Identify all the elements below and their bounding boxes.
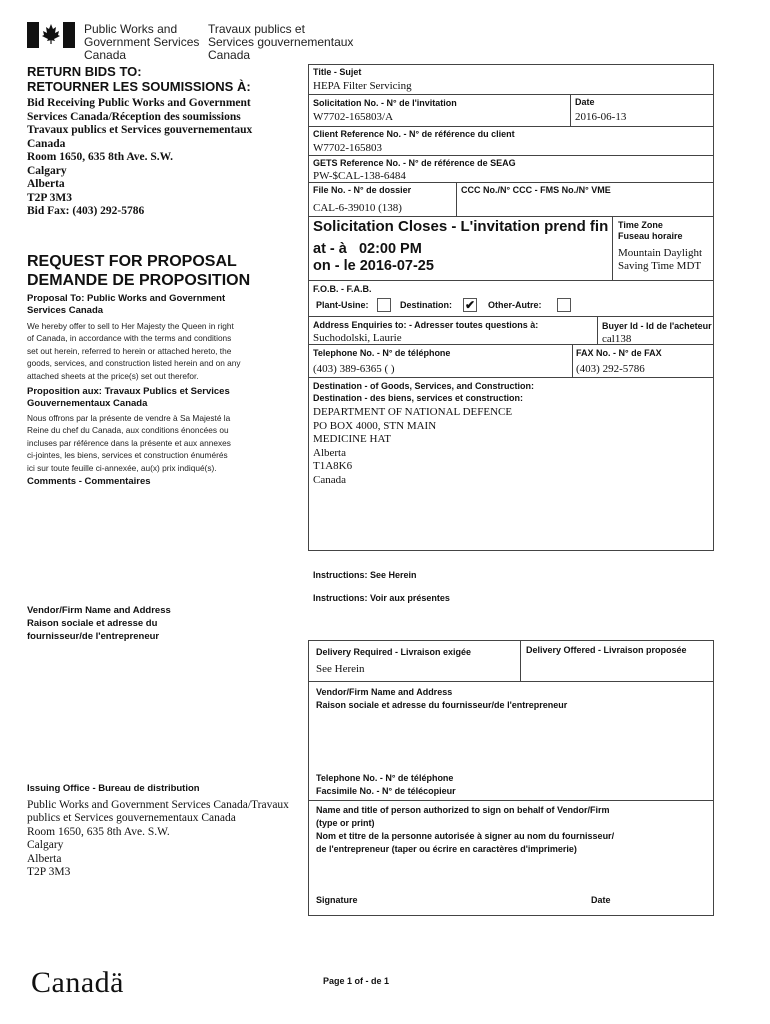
vendor-contact-labels: Telephone No. - N° de téléphone Facsimile No. - N° de télécopieur [316, 773, 456, 796]
closing-date: on - le 2016-07-25 [313, 258, 434, 274]
address-enquiries-label: Address Enquiries to: - Adresser toutes questions à: [313, 320, 539, 330]
destination-checkbox[interactable]: ✔ [464, 298, 476, 312]
proposition-heading: Proposition aux: Travaux Publics et Services Gouvernementaux Canada [27, 386, 230, 409]
file-no-value: CAL-6-39010 (138) [313, 202, 402, 214]
date-value: 2016-06-13 [575, 111, 627, 123]
address-enquiries-value: Suchodolski, Laurie [313, 332, 402, 344]
fob-label: F.O.B. - F.A.B. [313, 284, 372, 294]
department-name-en: Public Works and Government Services Canada [84, 22, 200, 62]
plant-checkbox[interactable] [377, 298, 391, 312]
divider [572, 344, 573, 377]
divider [308, 155, 714, 156]
divider [570, 94, 571, 126]
divider [612, 216, 613, 280]
proposal-to-heading: Proposal To: Public Works and Government Services Canada [27, 293, 226, 316]
gets-reference-value: PW-$CAL-138-6484 [313, 170, 406, 182]
divider [308, 377, 714, 378]
destination-goods-label: Destination - of Goods, Services, and Construction: Destination - des biens, services et construction: [313, 381, 535, 403]
divider [308, 182, 714, 183]
canada-wordmark: Canadä [31, 966, 124, 999]
vendor-name-address-label: Vendor/Firm Name and Address Raison sociale et adresse du fournisseur/de l'entrepreneur [27, 605, 171, 642]
comments-label: Comments - Commentaires [27, 476, 151, 487]
file-no-label: File No. - N° de dossier [313, 185, 412, 195]
client-reference-value: W7702-165803 [313, 142, 383, 154]
time-zone-value: Mountain Daylight Saving Time MDT [618, 247, 703, 272]
canada-flag-icon [27, 22, 75, 48]
divider [456, 182, 457, 216]
return-bids-address: Bid Receiving Public Works and Government Services Canada/Réception des soumissions Travaux publics et Services gouvernementaux Canada Room 1650, 635 8th Ave. S.W. Calgary Alberta T2P 3M3 Bid Fax: (403) 292-5786 [27, 97, 253, 217]
solicitation-closes-title: Solicitation Closes - L'invitation prend fin [313, 218, 609, 235]
fax-label: FAX No. - N° de FAX [576, 348, 662, 358]
divider [308, 94, 714, 95]
divider [308, 126, 714, 127]
destination-address: DEPARTMENT OF NATIONAL DEFENCE PO BOX 4000, STN MAIN MEDICINE HAT Alberta T1A8K6 Canada [313, 406, 513, 486]
rfp-title: REQUEST FOR PROPOSAL DEMANDE DE PROPOSITION [27, 253, 251, 289]
proposal-to-body: We hereby offer to sell to Her Majesty the Queen in right of Canada, in accordance with the terms and conditions set out herein, referred to herein or attached hereto, the goods, services, and construction listed herein and on any attached sheets at the price(s) set out therefor. [27, 321, 241, 381]
closing-time: at - à 02:00 PM [313, 241, 422, 257]
solicitation-no-value: W7702-165803/A [313, 111, 394, 123]
instructions-fr: Instructions: Voir aux présentes [313, 593, 450, 603]
buyer-id-label: Buyer Id - Id de l'acheteur [602, 321, 712, 331]
instructions-en: Instructions: See Herein [313, 570, 417, 580]
divider [308, 216, 714, 217]
delivery-offered-label: Delivery Offered - Livraison proposée [526, 645, 687, 655]
signature-date-label: Date [591, 895, 611, 905]
proposition-body: Nous offrons par la présente de vendre à Sa Majesté la Reine du chef du Canada, aux conditions énoncées ou incluses par référence dans la présente et aux annexes ci-jointes, les biens, services et construction énumérés ici sur toute feuille ci-annexée, au(x) prix indiqué(s). [27, 413, 231, 473]
return-bids-heading: RETURN BIDS TO: RETOURNER LES SOUMISSIONS À: [27, 64, 251, 94]
divider [308, 280, 714, 281]
fax-value: (403) 292-5786 [576, 363, 645, 375]
date-label: Date [575, 97, 595, 107]
vendor-firm-label: Vendor/Firm Name and Address Raison sociale et adresse du fournisseur/de l'entrepreneur [316, 687, 568, 710]
other-checkbox[interactable] [557, 298, 571, 312]
issuing-office-address: Public Works and Government Services Canada/Travaux publics et Services gouvernementaux Canada Room 1650, 635 8th Ave. S.W. Calgary Alberta T2P 3M3 [27, 799, 289, 879]
title-label: Title - Sujet [313, 67, 362, 77]
title-value: HEPA Filter Servicing [313, 80, 412, 92]
solicitation-no-label: Solicitation No. - N° de l'invitation [313, 98, 457, 108]
telephone-value: (403) 389-6365 ( ) [313, 363, 395, 375]
time-zone-label: Time Zone Fuseau horaire [618, 220, 683, 241]
authorized-person-label: Name and title of person authorized to sign on behalf of Vendor/Firm (type or print) Nom et titre de la personne autorisée à signer au nom du fournisseur/ de l'entrepreneur (taper ou écrire en caractères d'imprimerie) [316, 805, 615, 854]
divider [597, 316, 598, 344]
divider [308, 344, 714, 345]
issuing-office-label: Issuing Office - Bureau de distribution [27, 783, 200, 794]
ccc-fms-label: CCC No./N° CCC - FMS No./N° VME [461, 185, 611, 195]
other-label: Other-Autre: [488, 300, 542, 310]
gets-reference-label: GETS Reference No. - N° de référence de SEAG [313, 158, 516, 168]
delivery-required-label: Delivery Required - Livraison exigée [316, 647, 472, 657]
delivery-required-value: See Herein [316, 663, 365, 675]
department-name-fr: Travaux publics et Services gouvernementaux Canada [208, 22, 354, 62]
divider [308, 681, 714, 682]
signature-label: Signature [316, 895, 358, 905]
destination-label: Destination: [400, 300, 453, 310]
page-number: Page 1 of - de 1 [323, 976, 390, 986]
client-reference-label: Client Reference No. - N° de référence du client [313, 129, 515, 139]
divider [308, 800, 714, 801]
divider [308, 316, 714, 317]
buyer-id-value: cal138 [602, 333, 632, 345]
divider [520, 640, 521, 681]
telephone-label: Telephone No. - N° de téléphone [313, 348, 451, 358]
plant-label: Plant-Usine: [316, 300, 369, 310]
